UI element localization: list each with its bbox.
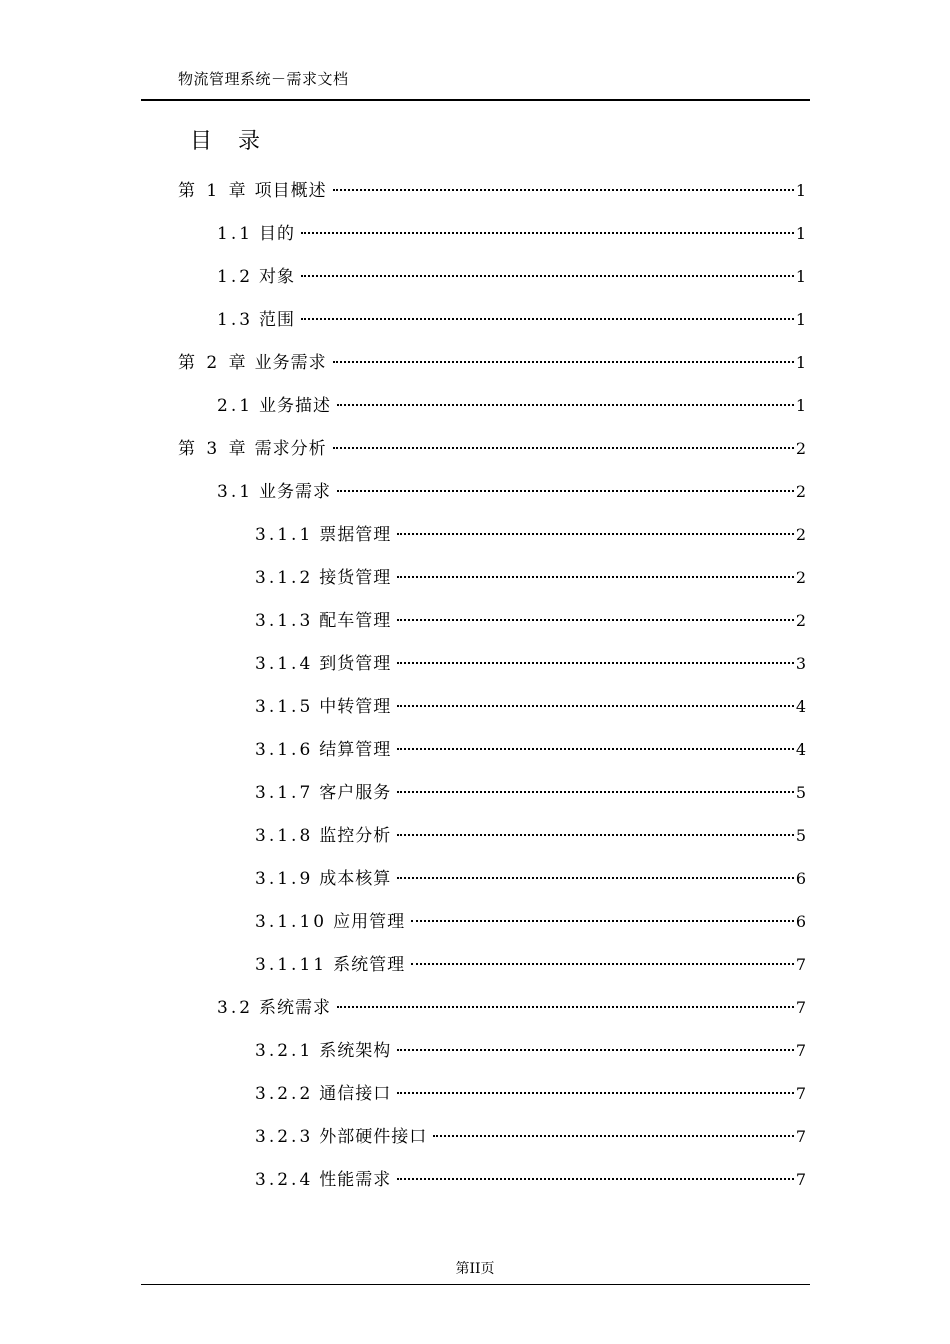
toc-entry-page: 2 bbox=[795, 611, 806, 630]
toc-entry-number: 3.2 bbox=[217, 998, 254, 1018]
toc-entry-title: 项目概述 bbox=[254, 181, 327, 201]
dot-leader bbox=[397, 748, 794, 750]
toc-entry-number: 3.1.10 bbox=[255, 912, 328, 932]
toc-entry-title: 系统管理 bbox=[333, 955, 406, 975]
toc-entry-3-2-2[interactable] bbox=[255, 1082, 806, 1106]
toc-entry-3-1-6[interactable] bbox=[255, 738, 806, 762]
toc-entry-page: 2 bbox=[795, 568, 806, 587]
toc-entry-number: 3.1.5 bbox=[255, 697, 314, 717]
toc-entry-title: 需求分析 bbox=[254, 439, 327, 459]
dot-leader bbox=[397, 1092, 794, 1094]
toc-entry-3-1-3[interactable] bbox=[255, 609, 806, 633]
toc-entry-title: 业务描述 bbox=[259, 396, 332, 416]
dot-leader bbox=[397, 877, 794, 879]
toc-entry-number: 第 1 章 bbox=[178, 181, 249, 201]
toc-entry-number: 3.1.4 bbox=[255, 654, 314, 674]
toc-entry-number: 3.1.3 bbox=[255, 611, 314, 631]
dot-leader bbox=[301, 318, 794, 320]
toc-entry-page: 1 bbox=[795, 353, 806, 372]
dot-leader bbox=[397, 619, 794, 621]
toc-entry-page: 5 bbox=[795, 783, 806, 802]
toc-entry-number: 3.1.2 bbox=[255, 568, 314, 588]
toc-entry-title: 对象 bbox=[259, 267, 296, 287]
toc-entry-title: 结算管理 bbox=[319, 740, 392, 760]
toc-entry-page: 7 bbox=[795, 998, 806, 1017]
toc-entry-page: 7 bbox=[795, 1170, 806, 1189]
toc-entry-3-2-1[interactable] bbox=[255, 1039, 806, 1063]
header-divider bbox=[141, 99, 810, 101]
dot-leader bbox=[397, 1049, 794, 1051]
toc-entry-number: 3.1.8 bbox=[255, 826, 314, 846]
toc-entry-page: 1 bbox=[795, 224, 806, 243]
toc-entry-title: 成本核算 bbox=[319, 869, 392, 889]
dot-leader bbox=[301, 275, 794, 277]
dot-leader bbox=[433, 1135, 794, 1137]
footer-divider bbox=[141, 1284, 810, 1285]
toc-entry-3-2-4[interactable] bbox=[255, 1168, 806, 1192]
toc-entry-page: 2 bbox=[795, 439, 806, 458]
toc-entry-title: 接货管理 bbox=[319, 568, 392, 588]
toc-entry-number: 3.2.2 bbox=[255, 1084, 314, 1104]
toc-entry-number: 3.1.1 bbox=[255, 525, 314, 545]
toc-entry-title: 范围 bbox=[259, 310, 296, 330]
toc-entry-number: 1.3 bbox=[217, 310, 254, 330]
toc-entry-page: 7 bbox=[795, 955, 806, 974]
dot-leader bbox=[397, 576, 794, 578]
toc-entry-title: 系统需求 bbox=[259, 998, 332, 1018]
toc-entry-title: 目的 bbox=[259, 224, 296, 244]
toc-entry-title: 监控分析 bbox=[319, 826, 392, 846]
toc-entry-page: 5 bbox=[795, 826, 806, 845]
toc-entry-number: 3.1.7 bbox=[255, 783, 314, 803]
toc-entry-chapter-1[interactable] bbox=[178, 179, 806, 203]
dot-leader bbox=[337, 1006, 794, 1008]
toc-entry-page: 3 bbox=[795, 654, 806, 673]
toc-entry-3-1-2[interactable] bbox=[255, 566, 806, 590]
toc-entry-2-1[interactable] bbox=[217, 394, 806, 418]
toc-entry-chapter-2[interactable] bbox=[178, 351, 806, 375]
toc-entry-3-1-5[interactable] bbox=[255, 695, 806, 719]
toc-entry-page: 1 bbox=[795, 267, 806, 286]
toc-entry-title: 性能需求 bbox=[319, 1170, 392, 1190]
toc-entry-title: 通信接口 bbox=[319, 1084, 392, 1104]
toc-entry-1-1[interactable] bbox=[217, 222, 806, 246]
toc-entry-page: 2 bbox=[795, 525, 806, 544]
dot-leader bbox=[337, 404, 794, 406]
toc-entry-title: 系统架构 bbox=[319, 1041, 392, 1061]
dot-leader bbox=[397, 834, 794, 836]
toc-entry-title: 到货管理 bbox=[319, 654, 392, 674]
toc-entry-number: 第 2 章 bbox=[178, 353, 249, 373]
dot-leader bbox=[397, 705, 794, 707]
toc-entry-title: 配车管理 bbox=[319, 611, 392, 631]
dot-leader bbox=[397, 533, 794, 535]
toc-entry-3-1-10[interactable] bbox=[255, 910, 806, 934]
toc-entry-3-2[interactable] bbox=[217, 996, 806, 1020]
document-header-title: 物流管理系统－需求文档 bbox=[178, 70, 349, 88]
toc-entry-number: 3.1.9 bbox=[255, 869, 314, 889]
dot-leader bbox=[397, 662, 794, 664]
toc-entry-3-1-4[interactable] bbox=[255, 652, 806, 676]
toc-entry-number: 3.1.6 bbox=[255, 740, 314, 760]
dot-leader bbox=[333, 361, 794, 363]
dot-leader bbox=[397, 791, 794, 793]
toc-entry-page: 6 bbox=[795, 912, 806, 931]
toc-entry-3-1-9[interactable] bbox=[255, 867, 806, 891]
toc-entry-number: 3.1.11 bbox=[255, 955, 328, 975]
toc-entry-title: 票据管理 bbox=[319, 525, 392, 545]
toc-entry-page: 4 bbox=[795, 697, 806, 716]
toc-entry-3-1[interactable] bbox=[217, 480, 806, 504]
toc-entry-title: 业务需求 bbox=[254, 353, 327, 373]
dot-leader bbox=[411, 920, 794, 922]
toc-entry-3-1-1[interactable] bbox=[255, 523, 806, 547]
toc-entry-title: 客户服务 bbox=[319, 783, 392, 803]
toc-entry-page: 6 bbox=[795, 869, 806, 888]
dot-leader bbox=[337, 490, 794, 492]
toc-entry-title: 中转管理 bbox=[319, 697, 392, 717]
dot-leader bbox=[333, 189, 794, 191]
toc-heading: 目 录 bbox=[190, 129, 263, 154]
toc-entry-number: 1.1 bbox=[217, 224, 254, 244]
toc-entry-number: 3.2.3 bbox=[255, 1127, 314, 1147]
toc-entry-number: 3.2.1 bbox=[255, 1041, 314, 1061]
toc-entry-page: 7 bbox=[795, 1041, 806, 1060]
toc-entry-number: 1.2 bbox=[217, 267, 254, 287]
toc-entry-1-3[interactable] bbox=[217, 308, 806, 332]
toc-entry-3-1-11[interactable] bbox=[255, 953, 806, 977]
toc-entry-page: 7 bbox=[795, 1084, 806, 1103]
toc-entry-title: 外部硬件接口 bbox=[319, 1127, 428, 1147]
toc-entry-page: 1 bbox=[795, 310, 806, 329]
dot-leader bbox=[397, 1178, 794, 1180]
toc-entry-title: 应用管理 bbox=[333, 912, 406, 932]
page-number: 第II页 bbox=[455, 1261, 495, 1277]
toc-entry-page: 1 bbox=[795, 396, 806, 415]
dot-leader bbox=[301, 232, 794, 234]
toc-entry-number: 3.1 bbox=[217, 482, 254, 502]
toc-entry-number: 2.1 bbox=[217, 396, 254, 416]
toc-entry-number: 3.2.4 bbox=[255, 1170, 314, 1190]
toc-entry-chapter-3[interactable] bbox=[178, 437, 806, 461]
toc-entry-3-2-3[interactable] bbox=[255, 1125, 806, 1149]
toc-entry-1-2[interactable] bbox=[217, 265, 806, 289]
toc-entry-page: 4 bbox=[795, 740, 806, 759]
toc-entry-title: 业务需求 bbox=[259, 482, 332, 502]
toc-entry-page: 7 bbox=[795, 1127, 806, 1146]
dot-leader bbox=[333, 447, 794, 449]
toc-entry-number: 第 3 章 bbox=[178, 439, 249, 459]
toc-entry-page: 1 bbox=[795, 181, 806, 200]
toc-entry-3-1-8[interactable] bbox=[255, 824, 806, 848]
dot-leader bbox=[411, 963, 794, 965]
toc-entry-3-1-7[interactable] bbox=[255, 781, 806, 805]
toc-entry-page: 2 bbox=[795, 482, 806, 501]
